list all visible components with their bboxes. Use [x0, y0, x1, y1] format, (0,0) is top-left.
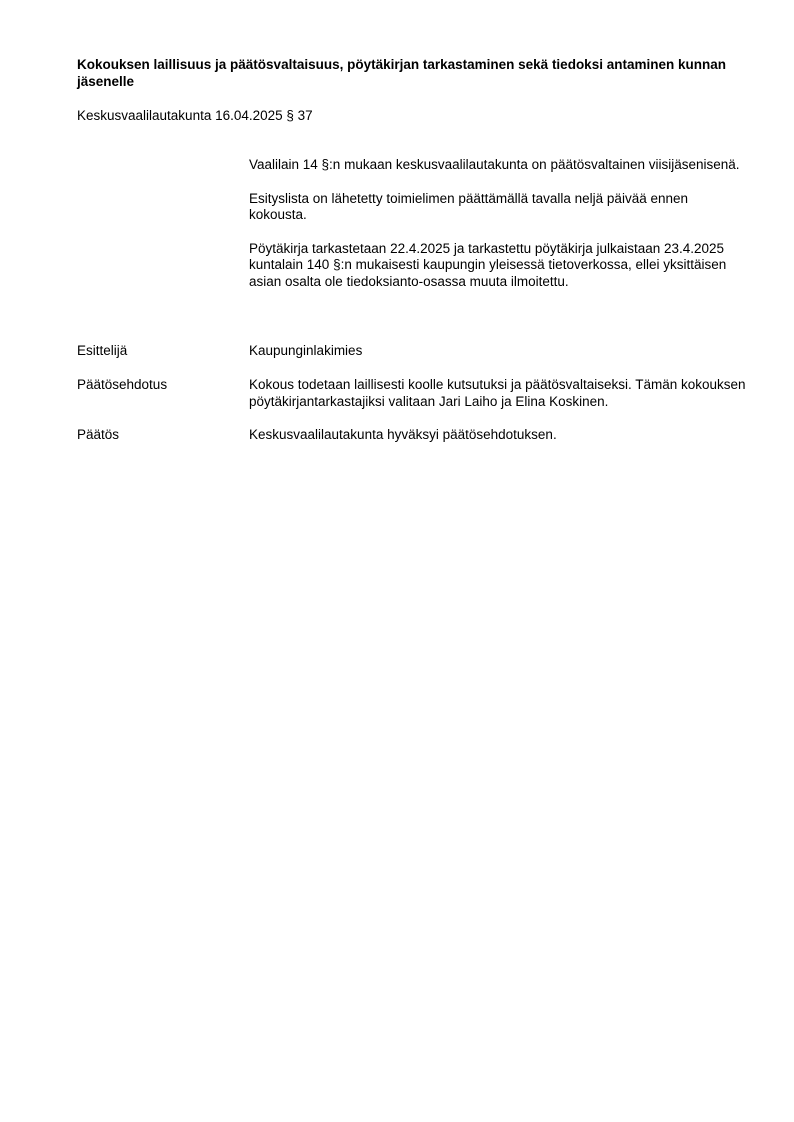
intro-paragraph: Esityslista on lähetetty toimielimen päättämällä tavalla neljä päivää ennen kokousta.: [249, 190, 689, 222]
row-value: Kaupunginlakimies: [249, 343, 363, 358]
row-label: Esittelijä: [77, 343, 128, 358]
row-value: Keskusvaalilautakunta hyväksyi päätösehdotuksen.: [249, 427, 557, 442]
intro-section: [249, 157, 749, 307]
intro-paragraph: Vaalilain 14 §:n mukaan keskusvaalilautakunta on päätösvaltainen viisijäsenisenä.: [249, 157, 740, 172]
intro-paragraph: Pöytäkirja tarkastetaan 22.4.2025 ja tarkastettu pöytäkirja julkaistaan 23.4.2025 kuntalain 140 §:n mukaisesti kaupungin yleisessä tietoverkossa, ellei yksittäisen asian osalta ole tiedoksianto-osassa muuta ilmoitettu.: [249, 240, 727, 289]
row-label: Päätös: [77, 427, 120, 442]
row-label: Päätösehdotus: [77, 377, 168, 392]
meeting-reference: Keskusvaalilautakunta 16.04.2025 § 37: [77, 108, 313, 123]
document-title: Kokouksen laillisuus ja päätösvaltaisuus, pöytäkirjan tarkastaminen sekä tiedoksi antaminen kunnan jäsenelle: [77, 57, 726, 89]
row-value: Kokous todetaan laillisesti koolle kutsutuksi ja päätösvaltaiseksi. Tämän kokouksen pöytäkirjantarkastajiksi valitaan Jari Laiho ja Elina Koskinen.: [249, 377, 746, 409]
